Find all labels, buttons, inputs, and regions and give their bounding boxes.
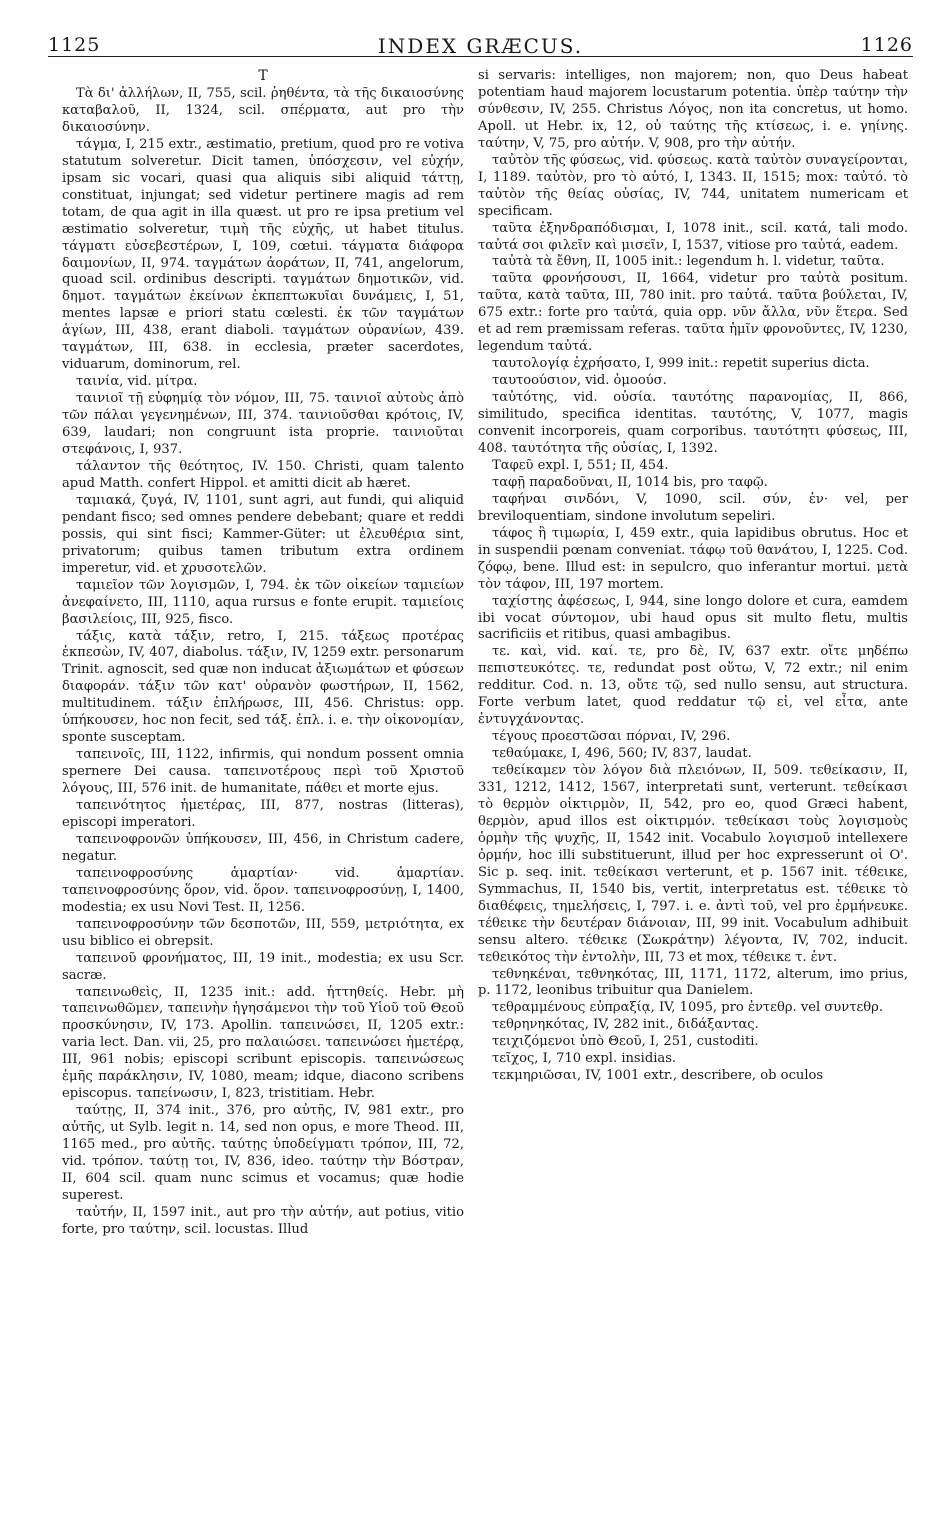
index-entry: Ταφεῦ expl. I, 551; II, 454. (492, 457, 669, 473)
index-entry: ταὐτὸν τῆς φύσεως, vid. φύσεως. κατὰ ταὐτὸν συναγείρονται, I, 1189. ταὐτὸν, pro τὸ αὐτό, I, 1343. II, 1515; mox: ταὐτό. τὸ ταὐτὸν τῆς θείας οὐσίας, IV, 744, unitatem numericam et specificam. (478, 152, 908, 219)
page-header (48, 30, 913, 57)
index-entry: ταὐτήν, II, 1597 init., aut pro τὴν αὐτήν, aut potius, vitio forte, pro ταύτην, scil. locustas. Illud (62, 1204, 464, 1237)
index-entry: ταπεινοφρονῶν ὑπήκουσεν, III, 456, in Christum cadere, negatur. (62, 831, 464, 864)
index-entry-continued: si servaris: intelliges, non majorem; non, quo Deus habeat potentiam haud majorem locustarum potentia. ὑπὲρ ταύτην τὴν σύνθεσιν, IV, 255. Christus Λόγος, non ita concretus, ut homo. Apoll. ut Hebr. ix, 12, οὐ ταύτης τῆς κτίσεως, i. e. γηίνης. ταύτην, V, 75, pro αὐτήν. V, 908, pro τὴν αὐτήν. (478, 68, 908, 151)
index-entry: Τὰ δι' ἀλλήλων, II, 755, scil. ῥηθέντα, τὰ τῆς δικαιοσύνης καταβαλοῦ, II, 1324, scil. σπέρματα, aut pro τὴν δικαιοσύνην. (62, 86, 464, 135)
left-column (62, 68, 464, 1530)
index-entry: τάγμα, I, 215 extr., æstimatio, pretium, quod pro re votiva statutum solveretur. Dicit tamen, ὑπόσχεσιν, vel εὐχήν, ipsam sic vocari, quasi qua aliquis sibi aliquid τάττῃ, constituat, injungat; sed videtur pertinere magis ad rem totam, de qua agit in illa quæst. ut pro re ipsa pretium vel æstimatio solveretur, τιμὴ τῆς εὐχῆς, ut habet titulus. τάγματι εὐσεβεστέρων, I, 109, cœtui. τάγματα διάφορα δαιμονίων, II, 974. ταγμάτων ἀοράτων, II, 741, angelorum, quoad scil. ordinibus descripti. ταγμάτων δημοτικῶν, vid. δημοτ. ταγμάτων ἐκείνων ἐκπεπτωκυῖαι δυνάμεις, I, 51, mentes lapsæ e priori statu cœlesti. ἐκ τῶν ταγμάτων ἁγίων, III, 438, erant diaboli. ταγμάτων οὐρανίων, 439. ταγμάτων, III, 638. in ecclesia, præter sacerdotes, viduarum, dominorum, rel. (62, 136, 464, 373)
index-entry: ταυτολογίᾳ ἐχρήσατο, I, 999 init.: repetit superius dicta. (492, 356, 870, 372)
index-entry: ταὐτὰ τὰ ἔθνη, II, 1005 init.: legendum h. l. videtur, ταῦτα. (492, 254, 885, 270)
index-entry: ταὐτότης, vid. οὐσία. ταυτότης παρανομίας, II, 866, similitudo, specifica identitas. ταυτότης, V, 1077, magis convenit incorporeis, quam corporibus. ταυτότητι φύσεως, III, 408. ταυτότητα τῆς οὐσίας, I, 1392. (478, 390, 908, 456)
index-entry: ταπεινοφροσύνην τῶν δεσποτῶν, III, 559, μετριότητα, ex usu biblico ei obrepsit. (62, 916, 464, 949)
index-entry: τεκμηριῶσαι, IV, 1001 extr., describere, ob oculos (492, 1068, 824, 1084)
index-entry: ταφήναι σινδόνι, V, 1090, scil. σύν, ἐν· vel, per breviloquentiam, sindone involutum sepeliri. (478, 491, 908, 524)
index-entry: ταπεινοῦ φρονήματος, III, 19 init., modestia; ex usu Scr. sacræ. (62, 950, 464, 983)
index-entry: ταπεινοφροσύνης ἁμαρτίαν· vid. ἁμαρτίαν. ταπεινοφροσύνης ὅρον, vid. ὅρον. ταπεινοφροσύνῃ, I, 1400, modestia; ex usu Novi Test. II, 1256. (62, 865, 464, 915)
index-entry: τάξις, κατὰ τάξιν, retro, I, 215. τάξεως προτέρας ἐκπεσὼν, IV, 407, diabolus. τάξιν, IV, 1259 extr. personarum Trinit. agnoscit, sed quæ non inducat ἀξιωμάτων et φύσεων διαφοράν. τάξιν τῶν κατ' οὐρανὸν φωστήρων, II, 1562, multitudinem. τάξιν ἐπλήρωσε, III, 456. Christus: opp. ὑπήκουσεν, hoc non fecit, sed τάξ. ἐπλ. i. e. τὴν οἰκονομίαν, sponte susceptam. (62, 628, 464, 746)
index-entry: τεῖχος, I, 710 expl. insidias. (492, 1051, 677, 1067)
index-entry: ταφῇ παραδοῦναι, II, 1014 bis, pro ταφῷ. (492, 474, 768, 490)
running-title: INDEX GRÆCUS. (377, 34, 584, 58)
page-number-right: 1126 (860, 34, 913, 56)
index-entry: ταπεινοῖς, III, 1122, infirmis, qui nondum possent omnia spernere Dei causa. ταπεινοτέρους περὶ τοῦ Χριστοῦ λόγους, III, 576 init. de humanitate, πάθει et morte ejus. (62, 747, 464, 797)
index-entry: τεθνηκέναι, τεθνηκότας, III, 1171, 1172, alterum, imo prius, p. 1172, leonibus tribuitur qua Danielem. (478, 966, 908, 999)
index-entry: ταινία, vid. μίτρα. (76, 374, 198, 390)
index-entry: τεθαύμακε, I, 496, 560; IV, 837, laudat. (492, 746, 752, 762)
index-entry: τάλαντον τῆς θεότητος, IV. 150. Christi, quam talento apud Matth. confert Hippol. et amitti dicit ab hæret. (62, 458, 464, 491)
index-entry: ταμιεῖον τῶν λογισμῶν, I, 794. ἐκ τῶν οἰκείων ταμιείων ἀνεφαίνετο, III, 1110, aqua rursus e fonte erupit. ταμιείοις βασιλείοις, III, 925, fisco. (62, 577, 464, 627)
index-entry: τειχιζόμενοι ὑπὸ Θεοῦ, I, 251, custoditi. (492, 1034, 759, 1050)
index-entry: τεθρηνηκότας, IV, 282 init., διδάξαντας. (492, 1017, 759, 1033)
index-entry: ταπεινωθεὶς, II, 1235 init.: add. ἡττηθείς. Hebr. μὴ ταπεινωθῶμεν, ταπεινὴν ἡγησάμενοι τὴν τοῦ Υἱοῦ τοῦ Θεοῦ προσκύνησιν, IV, 173. Apollin. ταπεινώσει, II, 1205 extr.: varia lect. Dan. vii, 25, pro παλαιώσει. ταπεινώσει ἡμετέρᾳ, III, 961 nobis; episcopi scribunt episcopis. ταπεινώσεως ἐμῆς παράκλησιν, IV, 1080, meam; idque, diacono scribens episcopus. ταπείνωσιν, I, 823, tristitiam. Hebr. (62, 984, 464, 1102)
index-entry: ταπεινότητος ἡμετέρας, III, 877, nostras (litteras), episcopi imperatori. (62, 798, 464, 830)
index-entry: ταῦτα ἐξηνδραπόδισμαι, I, 1078 init., scil. κατά, tali modo. ταὐτά σοι φιλεῖν καὶ μισεῖν, I, 1537, vitiose pro ταὐτά, eadem. (478, 220, 908, 253)
index-entry: ταχίστης ἀφέσεως, I, 944, sine longo dolore et cura, eamdem ibi vocat σύντομον, ubi haud opus sit multo fletu, multis sacrificiis et ritibus, quasi ambagibus. (478, 593, 908, 643)
index-entry: ταυτοούσιον, vid. ὁμοούσ. (492, 373, 667, 389)
index-entry: ταῦτα φρονήσουσι, II, 1664, videtur pro ταὐτὰ positum. ταῦτα, κατὰ ταῦτα, III, 780 init. pro ταὐτά. ταῦτα βούλεται, IV, 675 extr.: forte pro ταὐτά, quia opp. νῦν ἄλλα, νῦν ἕτερα. Sed et ad rem præmissam referas. ταῦτα ἡμῖν φρονοῦντες, IV, 1230, legendum ταὐτά. (478, 271, 908, 355)
index-entry: τέγους προεστῶσαι πόρναι, IV, 296. (492, 729, 731, 745)
index-entry: τάφος ἢ τιμωρία, I, 459 extr., quia lapidibus obrutus. Hoc et in suspendii pœnam conveniat. τάφῳ τοῦ θανάτου, I, 1225. Cod. ζόφῳ, bene. Illud est: in sepulcro, quo inferantur mortui. μετὰ τὸν τάφον, III, 197 mortem. (478, 525, 908, 592)
section-letter: T (258, 68, 268, 84)
index-entry: τεθραμμένους εὐπραξίᾳ, IV, 1095, pro ἐντεθρ. vel συντεθρ. (492, 1000, 883, 1016)
index-entry: τεθείκαμεν τὸν λόγον διὰ πλειόνων, II, 509. τεθείκασιν, II, 331, 1212, 1412, 1567, interpretati sunt, verterunt. τεθείκασι τὸ θερμὸν οἰκτιρμὸν, II, 542, pro eo, quod Græci habent, θερμὸν, apud illos est οἰκτιρμόν. τεθείκασι τοὺς λογισμοὺς ὁρμὴν τῆς ψυχῆς, II, 1542 init. Vocabulo λογισμοῦ intellexere ὁρμήν, hoc illi substituerunt, illud per hoc expresserunt οἱ Ο'. Sic p. seq. init. τεθείκασι verterunt, et p. 1567 init. τέθεικε, Symmachus, II, 1540 bis, vertit, interpretatus est. τέθεικε τὸ διαθέφεις, τημελήσεις, I, 797. i. e. ἀντὶ τοῦ, vel pro ἑρμήνευκε. τέθεικε τὴν δευτέραν διάνοιαν, III, 99 init. Vocabulum adhibuit sensu altero. τέθεικε (Σωκράτην) λέγοντα, IV, 702, inducit. τεθεικότος τὴν ἐντολὴν, III, 73 et mox, τέθεικε τ. ἐντ. (478, 763, 908, 965)
index-entry: ταύτῃς, II, 374 init., 376, pro αὐτῆς, IV, 981 extr., pro αὐτῆς, ut Sylb. legit n. 14, sed non opus, e more Theod. III, 1165 med., pro αὐτῆς. ταύτῃς ὑποδείγματι τρόπον, III, 72, vid. τρόπον. ταύτῃ τοι, IV, 836, ideo. ταύτην τὴν Βόστραν, II, 604 scil. quam nunc scimus et vocamus; quæ hodie superest. (62, 1103, 464, 1203)
right-column (478, 68, 908, 1530)
index-entry: ταμιακά, ζυγά, IV, 1101, sunt agri, aut fundi, qui aliquid pendant fisco; sed omnes pendere debebant; quare et reddi possis, qui sint fisci; Kammer-Güter: ut ἐλευθέρια sint, privatorum; quibus tamen tributum extra ordinem imperetur, vid. et χρυσοτελῶν. (62, 492, 464, 576)
index-entry: ταινιοῖ τῇ εὐφημίᾳ τὸν νόμον, III, 75. ταινιοῖ αὐτοὺς ἀπὸ τῶν πάλαι γεγενημένων, III, 374. ταινιοῦσθαι κρότοις, IV, 639, laudari; non congruunt ista proprie. ταινιοῦται στεφάνοις, I, 937. (62, 391, 464, 458)
index-entry: τε. καὶ, vid. καί. τε, pro δὲ, IV, 637 extr. οἴτε μηδέπω πεπιστευκότες. τε, redundat post οὕτω, V, 72 extr.; nil enim redditur. Cod. n. 13, οὔτε τῷ, sed nullo sensu, aut structura. Forte verbum latet, quod reddatur τῷ εἰ, vel εἶτα, ante ἐντυγχάνοντας. (478, 644, 908, 728)
page-number-left: 1125 (48, 34, 101, 56)
